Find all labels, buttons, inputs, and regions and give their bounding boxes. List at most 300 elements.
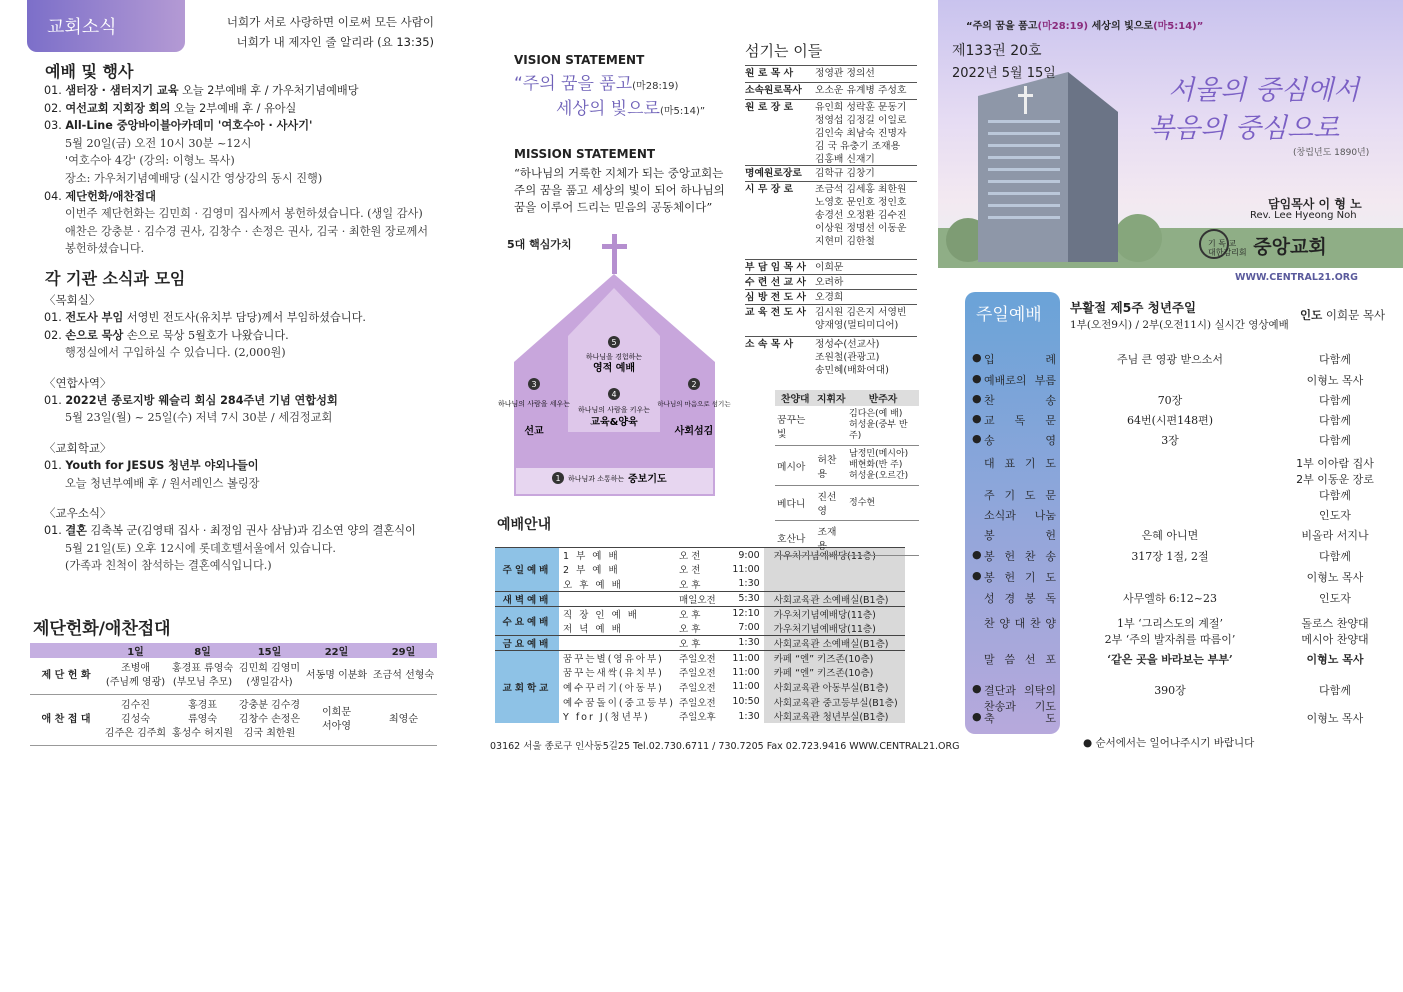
staff-role: 명예원로장로 xyxy=(745,168,802,179)
news-item xyxy=(44,188,444,206)
group-heading: 〈목회실〉 xyxy=(44,293,101,307)
schedule-ampm: 오 후 xyxy=(679,623,701,635)
order-label-text: 봉 헌 기 도 xyxy=(984,571,1056,584)
cross-icon xyxy=(602,244,627,249)
staff-role: 심 방 전 도 사 xyxy=(745,292,806,303)
offering-cell: 조금석 선형숙 xyxy=(370,658,437,695)
offering-cell: 김민희 김영미 (생일감사) xyxy=(236,658,303,695)
bullet-icon: ● xyxy=(972,569,982,582)
schedule-time: 11:00 xyxy=(729,650,764,665)
vision-ref: (마5:14)” xyxy=(659,106,706,117)
group-heading: 〈연합사역〉 xyxy=(44,375,112,390)
value-4-num: 4 xyxy=(611,390,617,399)
news-item xyxy=(44,223,444,241)
staff-row xyxy=(745,99,917,166)
news-item xyxy=(44,240,444,258)
news-item xyxy=(44,475,444,493)
news-item xyxy=(44,522,444,540)
order-person: 이형노 목사 xyxy=(1306,653,1364,666)
order-label-text: 결단과 의탁의 찬송과 기도 xyxy=(984,684,1056,713)
choir-cell: 메시아 xyxy=(775,446,816,486)
bullet-icon: ● xyxy=(972,392,982,405)
staff-role: 소 속 목 사 xyxy=(745,339,794,350)
order-label xyxy=(970,372,1056,388)
stand-note: ● 순서에서는 일어나주시기 바랍니다 xyxy=(1083,737,1255,749)
value-3-title: 선교 xyxy=(524,426,544,437)
choir-column-header: 지휘자 xyxy=(816,390,848,406)
order-content: 3장 xyxy=(1161,434,1179,447)
website-link[interactable]: WWW.CENTRAL21.ORG xyxy=(1235,272,1358,283)
schedule-row xyxy=(495,650,905,665)
bullet-icon: ● xyxy=(972,372,982,385)
value-1-title: 중보기도 xyxy=(628,474,667,485)
staff-role: 소속원로목사 xyxy=(745,85,802,96)
item-title: 제단헌화/애찬접대 xyxy=(65,189,156,203)
staff-names: 김학규 김창기 xyxy=(815,168,875,179)
news-item xyxy=(44,170,444,188)
order-person: 다함께 xyxy=(1319,434,1351,447)
order-label xyxy=(970,548,1056,564)
staff-row xyxy=(745,259,917,274)
schedule-ampm: 오 후 xyxy=(677,635,729,650)
item-detail: 5월 20일(금) 오전 10시 30분 ~12시 xyxy=(65,136,252,150)
bullet-icon: ● xyxy=(972,682,982,695)
staff-names: 오경희 xyxy=(815,292,844,303)
mission-statement: “하나님의 거룩한 지체가 되는 중앙교회는 주의 꿈을 품고 세상의 빛이 되어 하나님의 꿈을 이루어 드리는 믿음의 공동체이다” xyxy=(514,166,725,214)
schedule-location: 가우처기념예배당(11층) xyxy=(764,621,905,636)
service-leader xyxy=(1300,307,1385,323)
staff-names: 조금석 김세홍 최한원 노영호 문인호 정인호 송경선 오정환 김수진 이상원 정명선 이동운 지현미 김한철 xyxy=(815,184,907,247)
senior-pastor: 담임목사 이 형 노 xyxy=(1268,197,1362,211)
item-text: 손으로 묵상 5월호가 나왔습니다. xyxy=(126,328,289,342)
church-name xyxy=(1208,232,1327,259)
order-content: 은혜 아니면 xyxy=(1141,529,1199,542)
staff-names: 이희문 xyxy=(815,262,844,273)
schedule-ampm: 오 전 xyxy=(679,565,701,577)
sunday-worship-label: 주일예배 xyxy=(976,305,1042,325)
schedule-location: 카페 “엔” 키즈존(10층) xyxy=(764,665,905,680)
order-label-text: 축 도 xyxy=(984,712,1056,725)
item-title: 손으로 묵상 xyxy=(65,328,124,342)
choir-cell: 허찬용 xyxy=(816,446,848,486)
news-item xyxy=(44,205,444,223)
staff-row xyxy=(745,274,917,289)
order-label xyxy=(970,651,1056,667)
offering-row xyxy=(30,695,437,746)
order-content: 사무엘하 6:12~23 xyxy=(1123,592,1217,605)
order-label xyxy=(970,432,1056,448)
order-label-text: 송 영 xyxy=(984,434,1056,447)
order-label xyxy=(970,507,1056,523)
offering-column-header: 15일 xyxy=(236,643,303,658)
staff-role: 원 로 장 로 xyxy=(745,102,794,113)
schedule-time: 1:30 xyxy=(729,635,764,650)
schedule-ampm: 주일오전 xyxy=(679,697,716,709)
schedule-row xyxy=(495,591,905,606)
item-number: 01. xyxy=(44,393,62,407)
motto-ref: (마5:14)” xyxy=(1153,21,1204,32)
order-label xyxy=(970,590,1056,606)
schedule-ampm: 매일오전 xyxy=(677,591,729,606)
order-label-text: 봉 헌 xyxy=(984,529,1056,542)
item-detail: (가족과 친척이 참석하는 결혼예식입니다.) xyxy=(65,559,272,573)
schedule-name: 1 부 예 배 xyxy=(559,548,677,563)
order-content: 64번(시편148편) xyxy=(1126,414,1214,427)
value-5-desc: 하나님을 경험하는 xyxy=(585,353,643,361)
item-number: 03. xyxy=(44,119,62,133)
staff-role: 시 무 장 로 xyxy=(745,184,794,195)
choir-row xyxy=(775,406,919,446)
org-news-heading: 각 기관 소식과 모임 xyxy=(45,269,186,288)
schedule-location: 사회교육관 아동부실(B1층) xyxy=(764,680,905,695)
order-person: 이형노 목사 xyxy=(1306,571,1364,584)
order-label xyxy=(970,392,1056,408)
schedule-category: 새벽예배 xyxy=(495,591,559,606)
choir-cell: 진선영 xyxy=(816,486,848,521)
item-detail: 애찬은 강충분 · 김수경 권사, 김창수 · 손정은 권사, 김국 · 최한원 장로께서 xyxy=(65,224,429,238)
group-heading: 〈교회학교〉 xyxy=(44,440,112,455)
bullet-icon: ● xyxy=(972,351,982,364)
item-detail: 행정실에서 구입하실 수 있습니다. (2,000원) xyxy=(65,346,286,360)
order-label-text: 대 표 기 도 xyxy=(984,457,1056,470)
value-2-desc: 하나님의 마음으로 섬기는 xyxy=(657,400,731,408)
order-label-text: 찬 양 대 찬 양 xyxy=(984,617,1056,630)
schedule-ampm: 주일오후 xyxy=(679,712,716,724)
news-item xyxy=(44,457,444,475)
order-content: 317장 1절, 2절 xyxy=(1131,550,1209,563)
staff-names: 정영관 정의선 xyxy=(815,68,875,79)
staff-row xyxy=(745,82,917,97)
offering-row xyxy=(30,658,437,695)
item-detail: 이번주 제단헌화는 김민희 · 김영미 집사께서 봉헌하셨습니다. (생일 감사) xyxy=(65,207,423,221)
schedule-category: 주일예배 xyxy=(495,548,559,592)
news-item xyxy=(44,557,444,575)
mission-heading: MISSION STATEMENT xyxy=(514,147,656,161)
order-person: 다함께 xyxy=(1319,353,1351,366)
order-person: 다함께 xyxy=(1319,394,1351,407)
offering-cell: 강충분 김수경 김창수 손정은 김국 최한원 xyxy=(236,695,303,746)
order-content: 1부 ‘그리스도의 계절’ 2부 ‘주의 발자취를 따름이’ xyxy=(1104,617,1236,646)
schedule-name: 직 장 인 예 배 xyxy=(559,606,677,621)
news-badge: 교회소식 xyxy=(27,0,185,52)
item-number: 02. xyxy=(44,101,62,115)
schedule-location: 사회교육관 청년부실(B1층) xyxy=(764,709,905,724)
order-label xyxy=(970,351,1056,367)
offering-column-header: 1일 xyxy=(102,643,169,658)
offering-row-label: 제 단 헌 화 xyxy=(30,658,102,695)
item-title: 2022년 종로지방 웨슬리 회심 284주년 기념 연합성회 xyxy=(65,393,338,407)
offering-column-header: 22일 xyxy=(303,643,370,658)
item-text: 김축복 군(김영태 집사 · 최정임 권사 삼남)과 김소연 양의 결혼식이 xyxy=(90,524,416,538)
schedule-time: 1:30 xyxy=(738,710,760,722)
item-number: 01. xyxy=(44,311,62,324)
offering-title: 제단헌화/애찬접대 xyxy=(33,619,171,639)
sunday-service-times: 1부(오전9시) / 2부(오전11시) 실시간 영상예배 xyxy=(1070,319,1289,331)
offering-cell: 조병애 (주님께 영광) xyxy=(102,658,169,695)
schedule-row xyxy=(495,635,905,650)
choir-cell: 남정민(메시아) 배현화(반 주) 허성윤(오르간) xyxy=(847,446,919,486)
schedule-location: 사회교육관 소예배실(B1층) xyxy=(764,635,905,650)
item-title: All-Line 중앙바이블아카데미 '여호수아 · 사사기' xyxy=(65,119,313,133)
news-item xyxy=(44,82,444,100)
news-item xyxy=(44,309,444,327)
news-item xyxy=(44,409,444,427)
item-text: 서영빈 전도사(유치부 담당)께서 부임하셨습니다. xyxy=(126,311,366,324)
senior-pastor-en: Rev. Lee Hyeong Noh xyxy=(1250,210,1357,221)
order-label-text: 봉 헌 찬 송 xyxy=(984,550,1056,563)
staff-row xyxy=(745,289,917,304)
vision-ref: (마28:19) xyxy=(632,81,679,92)
choir-cell: 김다은(예 배) 허성윤(중부 반주) xyxy=(847,406,919,446)
offering-row-label: 애 찬 접 대 xyxy=(30,695,102,746)
item-detail: 장소: 가우처기념예배당 (실시간 영상강의 동시 진행) xyxy=(65,171,323,185)
offering-header-row xyxy=(30,643,437,658)
value-4-desc: 하나님의 사람을 키우는 xyxy=(577,406,651,414)
value-4-title: 교육&양육 xyxy=(590,417,638,428)
verse-line: 너희가 서로 사랑하면 이로써 모든 사람이 xyxy=(226,15,434,29)
staff-row xyxy=(745,165,917,180)
schedule-location: 사회교육관 소예배실(B1층) xyxy=(764,591,905,606)
staff-role: 교 육 전 도 사 xyxy=(745,307,806,318)
value-5-num: 5 xyxy=(611,338,617,347)
order-person: 다함께 xyxy=(1319,489,1351,502)
staff-row xyxy=(745,65,917,80)
choir-cell xyxy=(816,406,848,446)
order-label xyxy=(970,527,1056,543)
news-item xyxy=(44,152,444,170)
order-person: 돌로스 찬양대 메시아 찬양대 xyxy=(1301,617,1369,646)
schedule-name: 예수꾸러기(아동부) xyxy=(563,682,664,694)
schedule-location: 사회교육관 중고등부실(B1층) xyxy=(764,694,905,709)
schedule-name: Y for J(청년부) xyxy=(563,712,650,724)
choir-row xyxy=(775,486,919,521)
bullet-icon: ● xyxy=(972,412,982,425)
order-content: 390장 xyxy=(1154,684,1186,697)
schedule-ampm: 오 후 xyxy=(679,579,701,591)
bullet-icon: ● xyxy=(972,548,982,561)
schedule-category: 수요예배 xyxy=(495,606,559,635)
vision-line: “주의 꿈을 품고 xyxy=(514,74,633,94)
vision-line: 세상의 빛으로 xyxy=(556,99,660,119)
schedule-time: 9:00 xyxy=(729,548,764,563)
leader-label: 인도 xyxy=(1300,308,1323,322)
schedule-time: 1:30 xyxy=(738,578,760,590)
schedule-time: 10:50 xyxy=(732,696,760,708)
choir-table xyxy=(775,390,919,556)
schedule-ampm: 주일오전 xyxy=(677,650,729,665)
order-label-text: 주 기 도 문 xyxy=(984,489,1056,502)
headline-line: 서울의 중심에서 xyxy=(1168,75,1360,106)
item-number: 01. xyxy=(44,458,62,472)
item-number: 01. xyxy=(44,524,62,538)
cover-headline xyxy=(1148,72,1360,148)
order-person: 다함께 xyxy=(1319,684,1351,697)
value-2-num: 2 xyxy=(691,380,697,389)
leader-name: 이희문 목사 xyxy=(1325,308,1386,322)
item-title: 전도사 부임 xyxy=(65,311,124,324)
schedule-name: 예수꿈돌이(중고등부) xyxy=(563,697,676,709)
schedule-ampm: 오 전 xyxy=(677,548,729,563)
item-text: 오늘 2부예배 후 / 가우처기념예배당 xyxy=(182,84,359,97)
offering-column-header: 8일 xyxy=(169,643,236,658)
news-item xyxy=(44,135,444,153)
staff-names: 정성수(선교사) 조원철(관광고) 송민혜(배화여대) xyxy=(815,339,889,376)
item-detail: 오늘 청년부예배 후 / 원서레인스 볼링장 xyxy=(65,476,260,490)
value-5-title: 영적 예배 xyxy=(592,363,636,374)
value-1-desc: 하나님과 소통하는 xyxy=(568,475,625,483)
worship-guide-title: 예배안내 xyxy=(497,517,552,533)
item-number: 04. xyxy=(44,189,62,203)
choir-cell: 꿈꾸는빛 xyxy=(775,406,816,446)
founded-year: (창립년도 1890년) xyxy=(1293,148,1370,158)
order-content: 70장 xyxy=(1157,394,1183,407)
schedule-time: 11:00 xyxy=(732,681,760,693)
motto-text: 세상의 빛으로 xyxy=(1088,21,1154,32)
order-person: 인도자 xyxy=(1319,509,1351,522)
value-3-num: 3 xyxy=(531,380,537,389)
item-title: 결혼 xyxy=(65,524,87,538)
order-person: 다함께 xyxy=(1319,414,1351,427)
value-1-num: 1 xyxy=(555,474,561,483)
schedule-category: 교회학교 xyxy=(495,650,559,723)
item-title: 샘터장 · 샘터지기 교육 xyxy=(65,84,179,97)
schedule-name: 꿈꾸는별(영유아부) xyxy=(559,650,677,665)
order-label-text: 입 례 xyxy=(984,353,1056,366)
item-title: 여선교회 지회장 회의 xyxy=(65,101,171,115)
cover-image xyxy=(938,0,1403,268)
news-item xyxy=(44,327,444,345)
staff-row xyxy=(745,304,917,332)
order-label xyxy=(970,455,1056,471)
value-3-desc: 하나님의 사람을 세우는 xyxy=(497,400,571,408)
order-person: 다함께 xyxy=(1319,550,1351,563)
order-content: 주님 큰 영광 받으소서 xyxy=(1116,353,1224,366)
motto-text: “주의 꿈을 품고 xyxy=(966,21,1038,32)
order-label-text: 예배로의 부름 xyxy=(984,374,1056,387)
item-detail: 봉헌하셨습니다. xyxy=(65,242,145,256)
choir-row xyxy=(775,446,919,486)
item-detail: 5월 21일(토) 오후 12시에 롯데호텔서울에서 있습니다. xyxy=(65,541,336,555)
schedule-name xyxy=(559,635,677,650)
staff-role: 수 련 선 교 사 xyxy=(745,277,806,288)
church-address: 03162 서울 종로구 인사동5길25 Tel.02.730.6711 / 730.7205 Fax 02.723.9416 WWW.CENTRAL21.ORG xyxy=(490,741,960,752)
cover-motto xyxy=(966,17,1203,32)
choir-column-header: 반주자 xyxy=(847,390,919,406)
offering-cell: 최영순 xyxy=(370,695,437,746)
choir-cell xyxy=(847,521,919,556)
schedule-time: 7:00 xyxy=(738,622,760,634)
schedule-location: 가우처기념예배당(11층) xyxy=(764,548,905,563)
schedule-time: 5:30 xyxy=(729,591,764,606)
schedule-name: 저 녁 예 배 xyxy=(563,623,623,635)
staff-title: 섬기는 이들 xyxy=(745,42,823,60)
group-heading: 〈교우소식〉 xyxy=(44,506,112,521)
order-person: 인도자 xyxy=(1319,592,1351,605)
vision-heading: VISION STATEMENT xyxy=(514,53,645,67)
worship-events-list xyxy=(44,82,444,258)
offering-cell: 홍경표 류영숙 홍성수 허지원 xyxy=(169,695,236,746)
schedule-time: 11:00 xyxy=(732,563,760,575)
order-label-text: 찬 송 xyxy=(984,394,1056,407)
cross-icon xyxy=(612,234,617,274)
motto-ref: (마28:19) xyxy=(1037,21,1089,32)
item-detail: '여호수아 4강' (강의: 이형노 목사) xyxy=(65,154,235,168)
schedule-category: 금요예배 xyxy=(495,635,559,650)
church-denomination: 기 독 교 대한감리회 xyxy=(1208,238,1247,257)
order-label xyxy=(970,487,1056,503)
order-person: 이형노 목사 xyxy=(1306,712,1364,725)
org-news-list xyxy=(44,291,444,575)
volume-number: 제133권 20호 xyxy=(952,43,1042,59)
schedule-name: 2 부 예 배 xyxy=(563,565,620,577)
core-values-heading: 5대 핵심가치 xyxy=(507,238,572,251)
choir-cell: 조재용 xyxy=(816,521,848,556)
schedule-time: 12:10 xyxy=(729,606,764,621)
staff-names: 오소운 유계병 주성호 xyxy=(815,85,907,96)
issue-date: 2022년 5월 15일 xyxy=(952,66,1056,81)
order-label xyxy=(970,569,1056,585)
verse-line: 너희가 내 제자인 줄 알리라 (요 13:35) xyxy=(236,35,434,49)
order-person: 1부 이아람 집사 2부 이동운 장로 xyxy=(1296,457,1374,486)
item-number: 01. xyxy=(44,84,62,97)
staff-names: 유인희 성락훈 문동기 정영섭 김정길 이일로 김인숙 최남숙 진명자 김 국 유충기 조재용 김홍배 신재기 xyxy=(815,102,907,165)
schedule-location: 가우처기념예배당(11층) xyxy=(764,606,905,621)
item-detail: 5월 23일(월) ~ 25일(수) 저녁 7시 30분 / 세검정교회 xyxy=(65,411,333,425)
choir-cell: 정수현 xyxy=(847,486,919,521)
staff-names: 김시원 김은지 서영빈 양재영(멀티미디어) xyxy=(815,307,907,331)
item-number: 02. xyxy=(44,328,62,342)
headline-line: 복음의 중심으로 xyxy=(1148,113,1340,144)
offering-cell: 서동명 이분화 xyxy=(303,658,370,695)
schedule-name: 오 후 예 배 xyxy=(563,579,623,591)
offering-cell: 이희문 서아영 xyxy=(303,695,370,746)
value-2-title: 사회섬김 xyxy=(674,426,714,437)
worship-events-heading: 예배 및 행사 xyxy=(45,62,134,81)
choir-column-header: 찬양대 xyxy=(775,390,816,406)
order-label xyxy=(970,615,1056,631)
bullet-icon: ● xyxy=(972,432,982,445)
order-label-text: 성 경 봉 독 xyxy=(984,592,1056,605)
order-label xyxy=(970,710,1056,726)
order-label-text: 교 독 문 xyxy=(984,414,1056,427)
schedule-name xyxy=(559,591,677,606)
news-item xyxy=(44,344,444,362)
schedule-location xyxy=(764,577,905,592)
worship-schedule-table xyxy=(495,547,905,723)
church-values-diagram xyxy=(497,232,731,498)
schedule-time: 11:00 xyxy=(732,666,760,678)
order-person: 이형노 목사 xyxy=(1306,374,1364,387)
schedule-ampm: 오 후 xyxy=(677,606,729,621)
staff-role: 부 담 임 목 사 xyxy=(745,262,806,273)
schedule-location: 카페 “엔” 키즈존(10층) xyxy=(764,650,905,665)
church-name-text: 중앙교회 xyxy=(1253,236,1327,258)
staff-names: 오려하 xyxy=(815,277,844,288)
order-label xyxy=(970,412,1056,428)
staff-row xyxy=(745,336,917,377)
news-item xyxy=(44,117,444,135)
sunday-theme: 부활절 제5주 청년주일 xyxy=(1070,300,1197,315)
schedule-name: 꿈꾸는새싹(유치부) xyxy=(563,668,664,680)
schedule-location xyxy=(764,562,905,577)
schedule-ampm: 주일오전 xyxy=(679,682,716,694)
order-label-text: 말 씀 선 포 xyxy=(984,653,1056,666)
schedule-ampm: 주일오전 xyxy=(679,668,716,680)
choir-row xyxy=(775,521,919,556)
order-person: 비올라 서지나 xyxy=(1301,529,1369,542)
staff-row xyxy=(745,181,917,248)
news-item xyxy=(44,392,444,410)
